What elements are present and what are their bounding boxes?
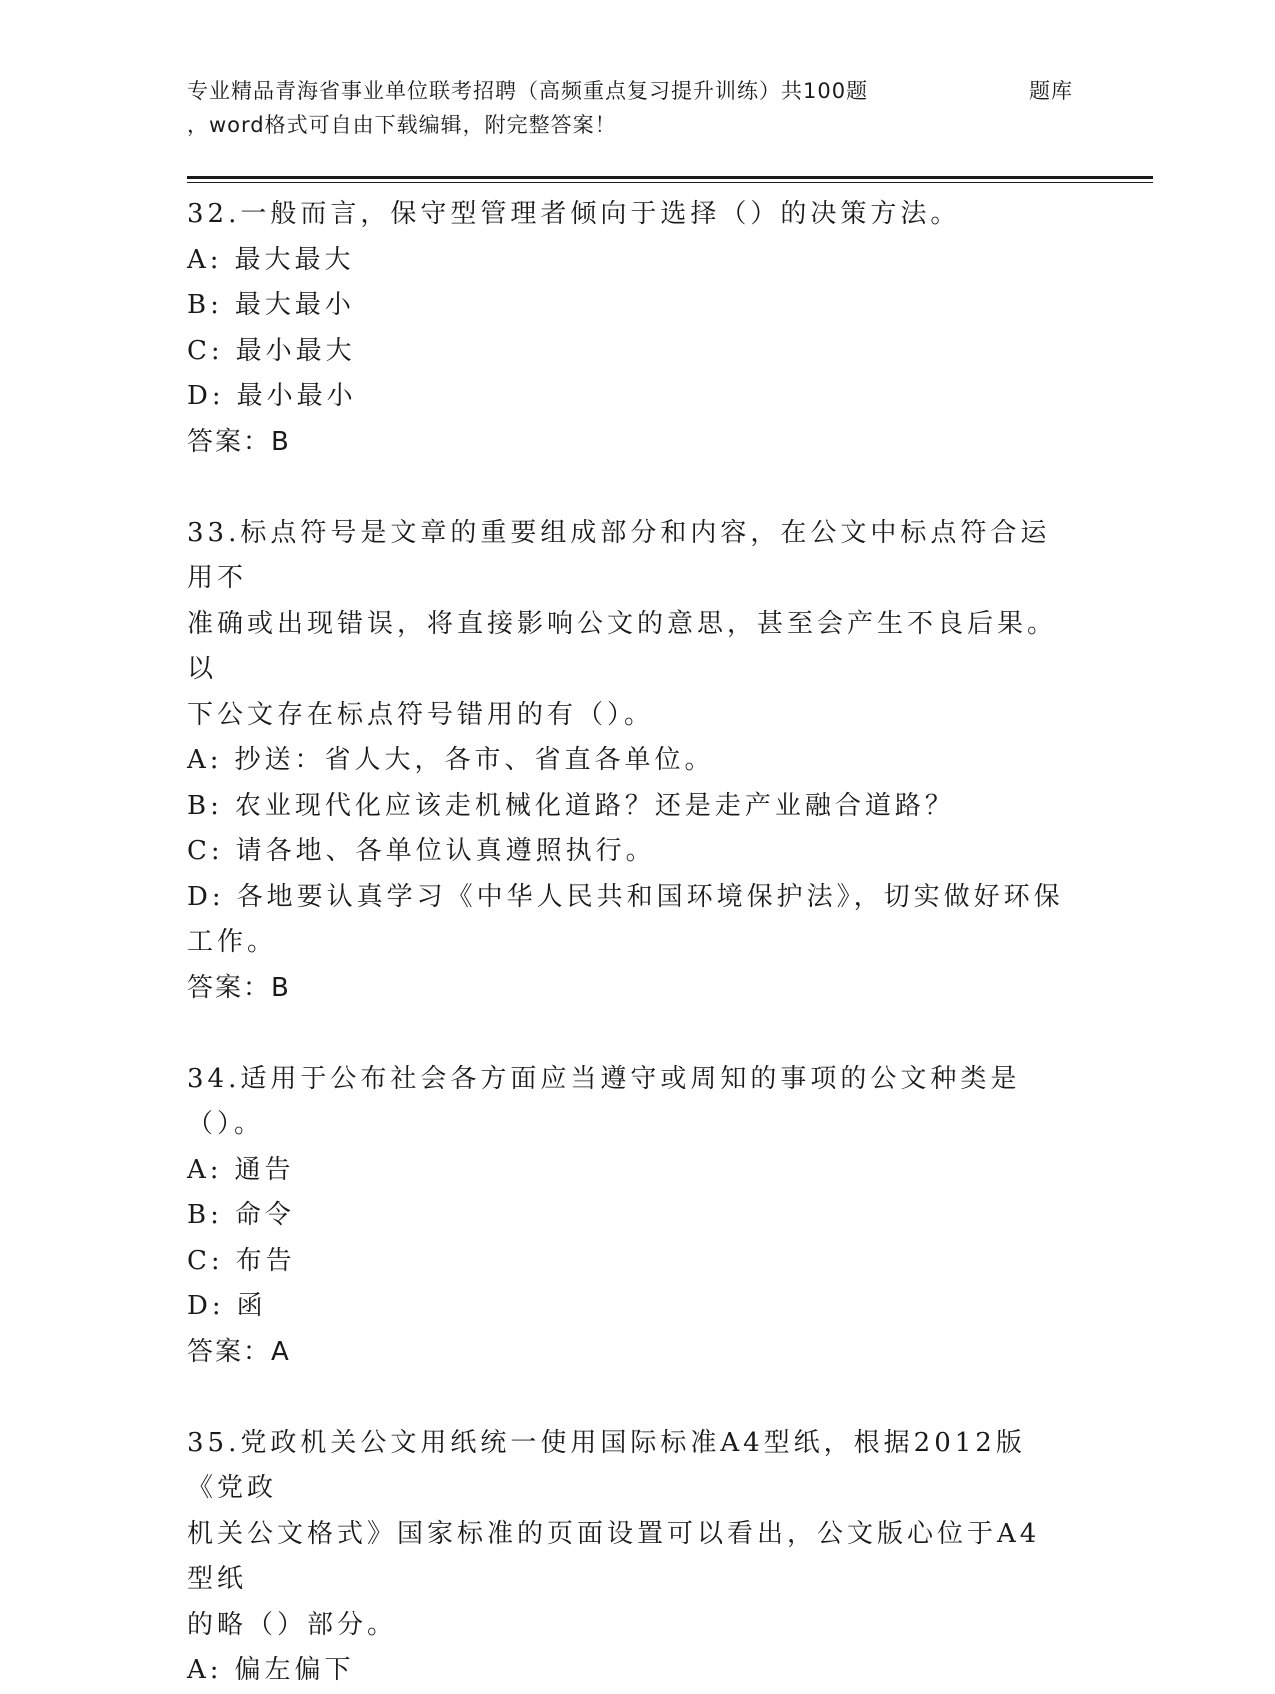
question-stem-line: 的略（）部分。 (187, 1609, 398, 1640)
option-key: A: (187, 1655, 223, 1685)
option-text: 布告 (235, 1245, 296, 1276)
option-b (187, 1193, 1067, 1239)
question-32 (187, 192, 1067, 465)
question-stem-line: 下公文存在标点符号错用的有（）。 (187, 699, 655, 730)
option-a (187, 238, 1067, 284)
header-line-2: ，word格式可自由下载编辑，附完整答案！ (187, 113, 617, 137)
question-33 (187, 511, 1067, 1012)
option-key: A: (187, 1154, 223, 1185)
option-text: 最大最大 (234, 244, 355, 275)
question-34 (187, 1057, 1067, 1376)
option-text: 最大最小 (234, 290, 355, 320)
document-header (187, 74, 1087, 142)
option-key: C: (187, 836, 224, 866)
option-key: D: (187, 1291, 225, 1321)
question-spacer (187, 1011, 1067, 1057)
answer-line: 答案：A (187, 1336, 291, 1367)
option-c (187, 829, 1067, 875)
option-key: A: (187, 745, 223, 775)
option-text: 各地要认真学习《中华人民共和国环境保护法》，切实做好环保工作。 (187, 881, 1064, 957)
answer-line: 答案：B (187, 426, 291, 457)
option-b (187, 283, 1067, 329)
option-key: B: (187, 290, 223, 320)
option-text: 偏左偏下 (234, 1655, 355, 1685)
question-spacer (187, 465, 1067, 511)
question-stem: 34.适用于公布社会各方面应当遵守或周知的事项的公文种类是（）。 (187, 1063, 1021, 1139)
question-stem-line: 机关公文格式》国家标准的页面设置可以看出，公文版心位于A4型纸 (187, 1518, 1041, 1594)
option-c (187, 1239, 1067, 1285)
header-divider-thin (187, 182, 1153, 183)
option-key: B: (187, 1200, 223, 1230)
option-text: 最小最大 (235, 335, 356, 366)
option-key: B: (187, 790, 223, 821)
header-line-1 (187, 74, 1087, 108)
header-title-tail: 题库 (1029, 79, 1073, 103)
option-b (187, 784, 1067, 830)
option-key: C: (187, 1245, 224, 1276)
answer-line: 答案：B (187, 972, 291, 1003)
option-c (187, 329, 1067, 375)
question-35 (187, 1421, 1067, 1694)
option-text: 命令 (234, 1200, 295, 1230)
question-stem-line: 准确或出现错误，将直接影响公文的意思，甚至会产生不良后果。以 (187, 608, 1058, 684)
option-d (187, 875, 1067, 966)
option-key: D: (187, 381, 225, 411)
option-key: A: (187, 244, 223, 275)
option-d (187, 1284, 1067, 1330)
option-a (187, 738, 1067, 784)
question-list (187, 192, 1067, 1694)
option-a (187, 1648, 1067, 1694)
option-text: 抄送：省人大，各市、省直各单位。 (234, 745, 715, 775)
question-stem: 32.一般而言，保守型管理者倾向于选择（）的决策方法。 (187, 199, 961, 229)
option-text: 通告 (234, 1154, 295, 1185)
question-stem-line: 33.标点符号是文章的重要组成部分和内容，在公文中标点符合运用不 (187, 517, 1051, 593)
option-d (187, 374, 1067, 420)
option-key: C: (187, 335, 224, 366)
header-divider-thick (187, 176, 1153, 179)
option-text: 函 (236, 1291, 267, 1321)
option-text: 请各地、各单位认真遵照执行。 (235, 836, 656, 866)
option-key: D: (187, 881, 225, 912)
question-spacer (187, 1375, 1067, 1421)
option-text: 农业现代化应该走机械化道路？还是走产业融合道路？ (234, 790, 955, 821)
option-a (187, 1148, 1067, 1194)
question-stem-line: 35.党政机关公文用纸统一使用国际标准A4型纸，根据2012版《党政 (187, 1427, 1026, 1503)
option-text: 最小最小 (236, 381, 357, 411)
header-title: 专业精品青海省事业单位联考招聘（高频重点复习提升训练）共100题 (187, 79, 869, 103)
